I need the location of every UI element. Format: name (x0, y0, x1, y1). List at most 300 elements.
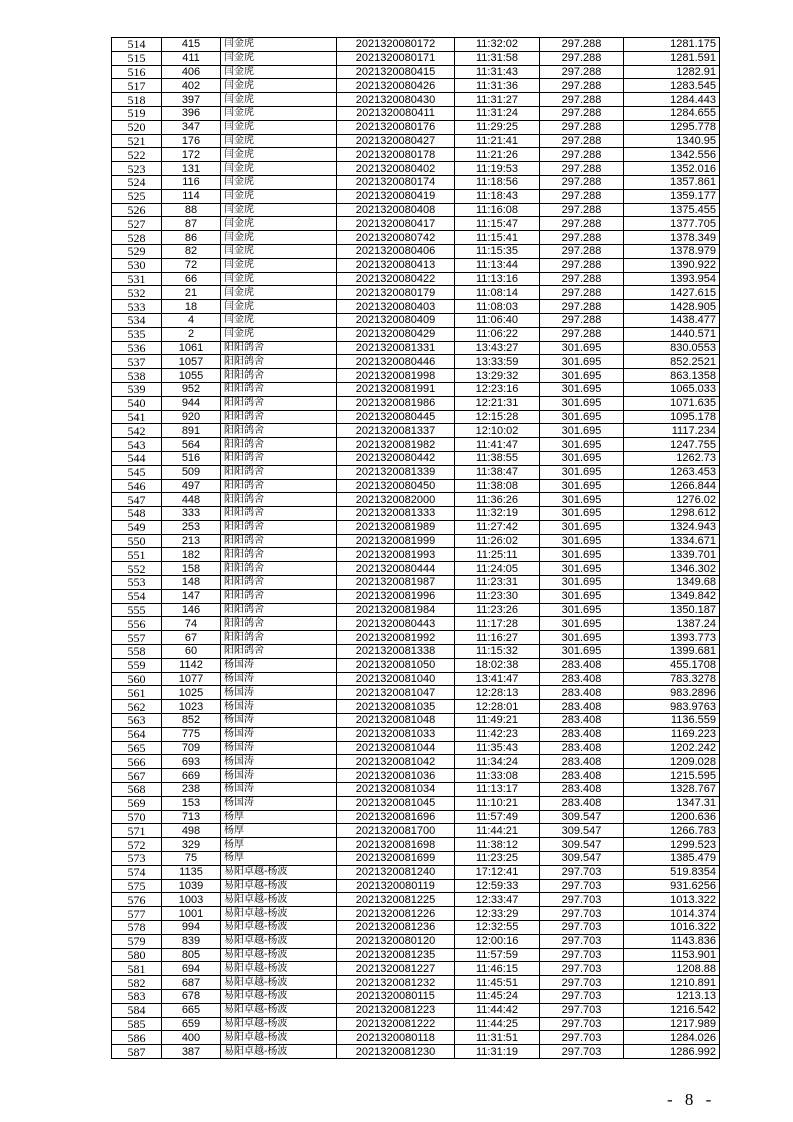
distance-cell: 297.703 (540, 976, 624, 990)
table-row (112, 493, 720, 507)
arrival-time-cell: 11:15:32 (455, 645, 540, 659)
ring-number-cell: 2021320080118 (337, 1031, 455, 1045)
table-row (112, 672, 720, 686)
row-number-cell: 524 (112, 175, 162, 189)
table-row (112, 700, 720, 714)
owner-name-cell: 易阳卓越-杨波 (221, 934, 337, 948)
row-number-cell: 542 (112, 424, 162, 438)
distance-cell: 297.703 (540, 879, 624, 893)
arrival-time-cell: 11:46:15 (455, 962, 540, 976)
rank-cell: 448 (162, 493, 221, 507)
distance-cell: 283.408 (540, 658, 624, 672)
distance-cell: 297.288 (540, 79, 624, 93)
results-table-body (112, 38, 720, 1059)
ring-number-cell: 2021320081700 (337, 824, 455, 838)
row-number-cell: 555 (112, 603, 162, 617)
rank-cell: 852 (162, 714, 221, 728)
distance-cell: 301.695 (540, 355, 624, 369)
rank-cell: 114 (162, 189, 221, 203)
row-number-cell: 522 (112, 148, 162, 162)
owner-name-cell: 易阳卓越-杨波 (221, 962, 337, 976)
rank-cell: 1039 (162, 879, 221, 893)
ring-number-cell: 2021320080174 (337, 175, 455, 189)
table-row (112, 907, 720, 921)
speed-cell: 1387.24 (624, 617, 720, 631)
speed-cell: 1349.842 (624, 589, 720, 603)
row-number-cell: 544 (112, 451, 162, 465)
distance-cell: 297.288 (540, 217, 624, 231)
owner-name-cell: 易阳卓越-杨波 (221, 948, 337, 962)
arrival-time-cell: 11:38:55 (455, 451, 540, 465)
owner-name-cell: 闫金虎 (221, 203, 337, 217)
ring-number-cell: 2021320081033 (337, 727, 455, 741)
table-row (112, 244, 720, 258)
ring-number-cell: 2021320080406 (337, 244, 455, 258)
speed-cell: 1143.836 (624, 934, 720, 948)
arrival-time-cell: 11:15:47 (455, 217, 540, 231)
row-number-cell: 514 (112, 38, 162, 52)
row-number-cell: 583 (112, 989, 162, 1003)
arrival-time-cell: 12:00:16 (455, 934, 540, 948)
ring-number-cell: 2021320081042 (337, 755, 455, 769)
row-number-cell: 553 (112, 576, 162, 590)
ring-number-cell: 2021320081333 (337, 507, 455, 521)
owner-name-cell: 杨国涛 (221, 714, 337, 728)
row-number-cell: 569 (112, 796, 162, 810)
arrival-time-cell: 11:57:49 (455, 810, 540, 824)
speed-cell: 1390.922 (624, 258, 720, 272)
ring-number-cell: 2021320081235 (337, 948, 455, 962)
distance-cell: 297.703 (540, 934, 624, 948)
rank-cell: 176 (162, 134, 221, 148)
table-row (112, 962, 720, 976)
table-row (112, 548, 720, 562)
owner-name-cell: 闫金虎 (221, 79, 337, 93)
speed-cell: 1283.545 (624, 79, 720, 93)
ring-number-cell: 2021320080427 (337, 134, 455, 148)
rank-cell: 694 (162, 962, 221, 976)
rank-cell: 146 (162, 603, 221, 617)
arrival-time-cell: 13:29:32 (455, 369, 540, 383)
table-row (112, 382, 720, 396)
row-number-cell: 537 (112, 355, 162, 369)
owner-name-cell: 杨国涛 (221, 741, 337, 755)
table-row (112, 989, 720, 1003)
row-number-cell: 518 (112, 93, 162, 107)
table-row (112, 79, 720, 93)
ring-number-cell: 2021320081227 (337, 962, 455, 976)
distance-cell: 297.288 (540, 120, 624, 134)
distance-cell: 309.547 (540, 810, 624, 824)
table-row (112, 948, 720, 962)
arrival-time-cell: 11:13:17 (455, 783, 540, 797)
distance-cell: 301.695 (540, 424, 624, 438)
row-number-cell: 523 (112, 162, 162, 176)
speed-cell: 1334.671 (624, 534, 720, 548)
arrival-time-cell: 11:45:51 (455, 976, 540, 990)
speed-cell: 830.0553 (624, 341, 720, 355)
rank-cell: 87 (162, 217, 221, 231)
arrival-time-cell: 11:18:56 (455, 175, 540, 189)
table-row (112, 313, 720, 327)
ring-number-cell: 2021320081982 (337, 438, 455, 452)
owner-name-cell: 闫金虎 (221, 162, 337, 176)
owner-name-cell: 易阳卓越-杨波 (221, 1017, 337, 1031)
distance-cell: 301.695 (540, 548, 624, 562)
owner-name-cell: 杨国涛 (221, 796, 337, 810)
arrival-time-cell: 11:23:26 (455, 603, 540, 617)
distance-cell: 297.288 (540, 175, 624, 189)
distance-cell: 297.703 (540, 893, 624, 907)
owner-name-cell: 杨厚 (221, 838, 337, 852)
row-number-cell: 582 (112, 976, 162, 990)
table-row (112, 507, 720, 521)
arrival-time-cell: 11:32:19 (455, 507, 540, 521)
speed-cell: 1378.979 (624, 244, 720, 258)
speed-cell: 1281.175 (624, 38, 720, 52)
row-number-cell: 539 (112, 382, 162, 396)
owner-name-cell: 杨国涛 (221, 727, 337, 741)
arrival-time-cell: 11:31:43 (455, 65, 540, 79)
speed-cell: 1438.477 (624, 313, 720, 327)
table-row (112, 741, 720, 755)
rank-cell: 687 (162, 976, 221, 990)
speed-cell: 1393.773 (624, 631, 720, 645)
ring-number-cell: 2021320080445 (337, 410, 455, 424)
owner-name-cell: 易阳卓越-杨波 (221, 1003, 337, 1017)
arrival-time-cell: 11:32:02 (455, 38, 540, 52)
table-row (112, 355, 720, 369)
table-row (112, 300, 720, 314)
rank-cell: 406 (162, 65, 221, 79)
ring-number-cell: 2021320081986 (337, 396, 455, 410)
table-row (112, 658, 720, 672)
owner-name-cell: 闫金虎 (221, 272, 337, 286)
ring-number-cell: 2021320081993 (337, 548, 455, 562)
ring-number-cell: 2021320081045 (337, 796, 455, 810)
arrival-time-cell: 11:42:23 (455, 727, 540, 741)
arrival-time-cell: 11:16:27 (455, 631, 540, 645)
ring-number-cell: 2021320080119 (337, 879, 455, 893)
arrival-time-cell: 11:31:51 (455, 1031, 540, 1045)
row-number-cell: 527 (112, 217, 162, 231)
rank-cell: 1057 (162, 355, 221, 369)
row-number-cell: 520 (112, 120, 162, 134)
speed-cell: 1208.88 (624, 962, 720, 976)
distance-cell: 309.547 (540, 824, 624, 838)
ring-number-cell: 2021320081991 (337, 382, 455, 396)
table-row (112, 810, 720, 824)
row-number-cell: 577 (112, 907, 162, 921)
row-number-cell: 573 (112, 852, 162, 866)
table-row (112, 465, 720, 479)
speed-cell: 1136.559 (624, 714, 720, 728)
rank-cell: 659 (162, 1017, 221, 1031)
arrival-time-cell: 12:59:33 (455, 879, 540, 893)
distance-cell: 301.695 (540, 603, 624, 617)
row-number-cell: 547 (112, 493, 162, 507)
row-number-cell: 534 (112, 313, 162, 327)
owner-name-cell: 杨厚 (221, 810, 337, 824)
table-row (112, 451, 720, 465)
rank-cell: 153 (162, 796, 221, 810)
row-number-cell: 526 (112, 203, 162, 217)
arrival-time-cell: 11:06:22 (455, 327, 540, 341)
ring-number-cell: 2021320081337 (337, 424, 455, 438)
row-number-cell: 545 (112, 465, 162, 479)
owner-name-cell: 闫金虎 (221, 231, 337, 245)
rank-cell: 88 (162, 203, 221, 217)
distance-cell: 301.695 (540, 410, 624, 424)
distance-cell: 297.288 (540, 65, 624, 79)
owner-name-cell: 闫金虎 (221, 65, 337, 79)
distance-cell: 283.408 (540, 686, 624, 700)
row-number-cell: 530 (112, 258, 162, 272)
ring-number-cell: 2021320080430 (337, 93, 455, 107)
speed-cell: 1282.91 (624, 65, 720, 79)
arrival-time-cell: 11:08:03 (455, 300, 540, 314)
table-row (112, 51, 720, 65)
table-row (112, 893, 720, 907)
row-number-cell: 572 (112, 838, 162, 852)
arrival-time-cell: 11:23:31 (455, 576, 540, 590)
table-row (112, 410, 720, 424)
speed-cell: 1324.943 (624, 520, 720, 534)
ring-number-cell: 2021320081044 (337, 741, 455, 755)
speed-cell: 1352.016 (624, 162, 720, 176)
table-row (112, 369, 720, 383)
speed-cell: 1440.571 (624, 327, 720, 341)
arrival-time-cell: 11:23:25 (455, 852, 540, 866)
distance-cell: 283.408 (540, 783, 624, 797)
speed-cell: 1375.455 (624, 203, 720, 217)
rank-cell: 21 (162, 286, 221, 300)
table-row (112, 838, 720, 852)
arrival-time-cell: 11:34:24 (455, 755, 540, 769)
rank-cell: 402 (162, 79, 221, 93)
speed-cell: 1262.73 (624, 451, 720, 465)
owner-name-cell: 阳阳鸽舍 (221, 493, 337, 507)
row-number-cell: 581 (112, 962, 162, 976)
distance-cell: 283.408 (540, 672, 624, 686)
owner-name-cell: 杨国涛 (221, 755, 337, 769)
rank-cell: 333 (162, 507, 221, 521)
owner-name-cell: 杨国涛 (221, 769, 337, 783)
rank-cell: 1077 (162, 672, 221, 686)
rank-cell: 116 (162, 175, 221, 189)
ring-number-cell: 2021320081036 (337, 769, 455, 783)
table-row (112, 1017, 720, 1031)
distance-cell: 297.288 (540, 162, 624, 176)
row-number-cell: 564 (112, 727, 162, 741)
table-row (112, 755, 720, 769)
arrival-time-cell: 11:10:21 (455, 796, 540, 810)
speed-cell: 1014.374 (624, 907, 720, 921)
table-row (112, 38, 720, 52)
arrival-time-cell: 11:24:05 (455, 562, 540, 576)
row-number-cell: 533 (112, 300, 162, 314)
arrival-time-cell: 11:57:59 (455, 948, 540, 962)
arrival-time-cell: 13:43:27 (455, 341, 540, 355)
distance-cell: 297.288 (540, 51, 624, 65)
ring-number-cell: 2021320081048 (337, 714, 455, 728)
row-number-cell: 587 (112, 1045, 162, 1059)
rank-cell: 397 (162, 93, 221, 107)
speed-cell: 1286.992 (624, 1045, 720, 1059)
rank-cell: 411 (162, 51, 221, 65)
ring-number-cell: 2021320080409 (337, 313, 455, 327)
rank-cell: 665 (162, 1003, 221, 1017)
rank-cell: 158 (162, 562, 221, 576)
distance-cell: 283.408 (540, 727, 624, 741)
ring-number-cell: 2021320080179 (337, 286, 455, 300)
speed-cell: 1339.701 (624, 548, 720, 562)
owner-name-cell: 闫金虎 (221, 51, 337, 65)
rank-cell: 1023 (162, 700, 221, 714)
owner-name-cell: 阳阳鸽舍 (221, 520, 337, 534)
owner-name-cell: 阳阳鸽舍 (221, 562, 337, 576)
speed-cell: 1065.033 (624, 382, 720, 396)
rank-cell: 952 (162, 382, 221, 396)
arrival-time-cell: 11:17:28 (455, 617, 540, 631)
table-row (112, 106, 720, 120)
distance-cell: 297.288 (540, 148, 624, 162)
arrival-time-cell: 12:21:31 (455, 396, 540, 410)
ring-number-cell: 2021320080411 (337, 106, 455, 120)
arrival-time-cell: 12:28:13 (455, 686, 540, 700)
rank-cell: 329 (162, 838, 221, 852)
table-row (112, 976, 720, 990)
ring-number-cell: 2021320081050 (337, 658, 455, 672)
row-number-cell: 578 (112, 921, 162, 935)
table-row (112, 175, 720, 189)
row-number-cell: 556 (112, 617, 162, 631)
ring-number-cell: 2021320081998 (337, 369, 455, 383)
distance-cell: 297.703 (540, 1003, 624, 1017)
table-row (112, 603, 720, 617)
speed-cell: 1385.479 (624, 852, 720, 866)
arrival-time-cell: 11:13:16 (455, 272, 540, 286)
speed-cell: 863.1358 (624, 369, 720, 383)
owner-name-cell: 易阳卓越-杨波 (221, 907, 337, 921)
table-row (112, 189, 720, 203)
ring-number-cell: 2021320080413 (337, 258, 455, 272)
row-number-cell: 568 (112, 783, 162, 797)
distance-cell: 283.408 (540, 714, 624, 728)
row-number-cell: 515 (112, 51, 162, 65)
distance-cell: 301.695 (540, 479, 624, 493)
owner-name-cell: 阳阳鸽舍 (221, 507, 337, 521)
speed-cell: 1342.556 (624, 148, 720, 162)
row-number-cell: 554 (112, 589, 162, 603)
owner-name-cell: 阳阳鸽舍 (221, 369, 337, 383)
table-row (112, 589, 720, 603)
arrival-time-cell: 11:16:08 (455, 203, 540, 217)
rank-cell: 147 (162, 589, 221, 603)
distance-cell: 297.288 (540, 134, 624, 148)
ring-number-cell: 2021320080172 (337, 38, 455, 52)
speed-cell: 1346.302 (624, 562, 720, 576)
owner-name-cell: 阳阳鸽舍 (221, 534, 337, 548)
row-number-cell: 538 (112, 369, 162, 383)
table-row (112, 438, 720, 452)
speed-cell: 1349.68 (624, 576, 720, 590)
row-number-cell: 546 (112, 479, 162, 493)
speed-cell: 1266.783 (624, 824, 720, 838)
rank-cell: 74 (162, 617, 221, 631)
ring-number-cell: 2021320080417 (337, 217, 455, 231)
arrival-time-cell: 12:10:02 (455, 424, 540, 438)
arrival-time-cell: 18:02:38 (455, 658, 540, 672)
ring-number-cell: 2021320081698 (337, 838, 455, 852)
rank-cell: 182 (162, 548, 221, 562)
owner-name-cell: 杨国涛 (221, 658, 337, 672)
speed-cell: 1393.954 (624, 272, 720, 286)
row-number-cell: 558 (112, 645, 162, 659)
arrival-time-cell: 11:26:02 (455, 534, 540, 548)
ring-number-cell: 2021320081989 (337, 520, 455, 534)
owner-name-cell: 易阳卓越-杨波 (221, 865, 337, 879)
ring-number-cell: 2021320080450 (337, 479, 455, 493)
rank-cell: 67 (162, 631, 221, 645)
rank-cell: 1061 (162, 341, 221, 355)
ring-number-cell: 2021320080426 (337, 79, 455, 93)
distance-cell: 297.703 (540, 907, 624, 921)
owner-name-cell: 阳阳鸽舍 (221, 465, 337, 479)
distance-cell: 309.547 (540, 852, 624, 866)
owner-name-cell: 阳阳鸽舍 (221, 645, 337, 659)
row-number-cell: 521 (112, 134, 162, 148)
ring-number-cell: 2021320080446 (337, 355, 455, 369)
speed-cell: 1284.026 (624, 1031, 720, 1045)
distance-cell: 297.288 (540, 189, 624, 203)
owner-name-cell: 阳阳鸽舍 (221, 438, 337, 452)
distance-cell: 283.408 (540, 700, 624, 714)
table-row (112, 479, 720, 493)
table-row (112, 65, 720, 79)
arrival-time-cell: 11:15:41 (455, 231, 540, 245)
rank-cell: 891 (162, 424, 221, 438)
table-row (112, 520, 720, 534)
ring-number-cell: 2021320081232 (337, 976, 455, 990)
rank-cell: 1055 (162, 369, 221, 383)
speed-cell: 1378.349 (624, 231, 720, 245)
table-row (112, 796, 720, 810)
row-number-cell: 585 (112, 1017, 162, 1031)
ring-number-cell: 2021320080742 (337, 231, 455, 245)
arrival-time-cell: 11:41:47 (455, 438, 540, 452)
table-row (112, 93, 720, 107)
ring-number-cell: 2021320081996 (337, 589, 455, 603)
speed-cell: 983.2896 (624, 686, 720, 700)
rank-cell: 400 (162, 1031, 221, 1045)
distance-cell: 297.288 (540, 272, 624, 286)
distance-cell: 297.288 (540, 300, 624, 314)
owner-name-cell: 闫金虎 (221, 258, 337, 272)
speed-cell: 1095.178 (624, 410, 720, 424)
speed-cell: 1202.242 (624, 741, 720, 755)
arrival-time-cell: 11:08:14 (455, 286, 540, 300)
table-row (112, 576, 720, 590)
distance-cell: 309.547 (540, 838, 624, 852)
owner-name-cell: 阳阳鸽舍 (221, 617, 337, 631)
owner-name-cell: 阳阳鸽舍 (221, 548, 337, 562)
speed-cell: 1276.02 (624, 493, 720, 507)
arrival-time-cell: 11:23:30 (455, 589, 540, 603)
row-number-cell: 516 (112, 65, 162, 79)
arrival-time-cell: 11:44:21 (455, 824, 540, 838)
distance-cell: 297.288 (540, 313, 624, 327)
